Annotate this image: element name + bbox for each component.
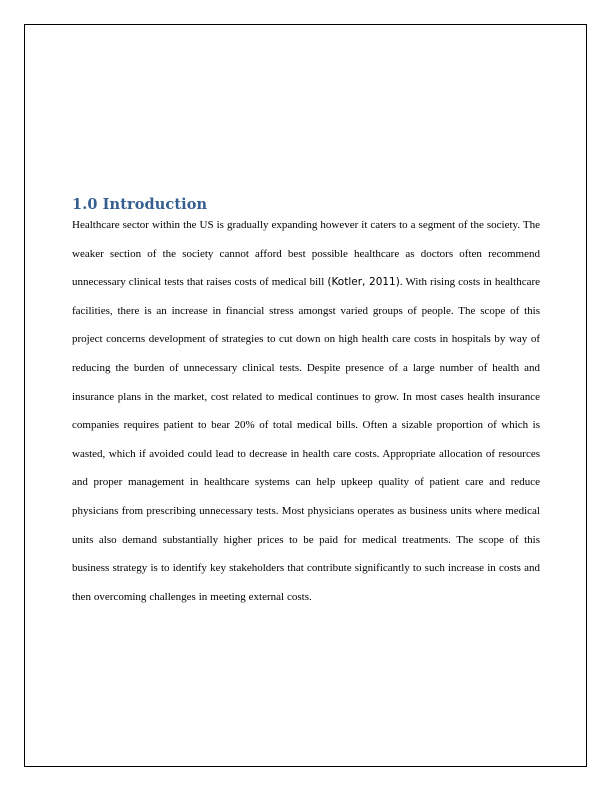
paragraph-text-part1: Healthcare sector within the US is gradually expanding however it caters to a segment of the society. The weaker section of the society cannot afford best possible healthcare as doctors often recommend unnecessary clinical tests that raises costs of medical bill [72,219,540,289]
document-body [72,196,540,611]
paragraph-text-part2: . With rising costs in healthcare facilities, there is an increase in financial stress amongst varied groups of people. The scope of this project concerns development of strategies to cut down on high health care costs in hospitals by way of reducing the burden of unnecessary clinical tests. Despite presence of a large number of health and insurance plans in the market, cost related to medical continues to grow. In most cases health insurance companies requires patient to bear 20% of total medical bills. Often a sizable proportion of which is wasted, which if avoided could lead to decrease in health care costs. Appropriate allocation of resources and proper management in healthcare systems can help upkeep quality of patient care and reduce physicians from prescribing unnecessary tests. Most physicians operates as business units where medical units also demand substantially higher prices to be paid for medical treatments. The scope of this business strategy is to identify key stakeholders that contribute significantly to such increase in costs and then overcoming challenges in meeting external costs. [72,276,541,603]
citation: (Kotler, 2011) [327,276,400,289]
intro-paragraph [72,211,540,611]
section-heading: 1.0 Introduction [72,196,208,213]
